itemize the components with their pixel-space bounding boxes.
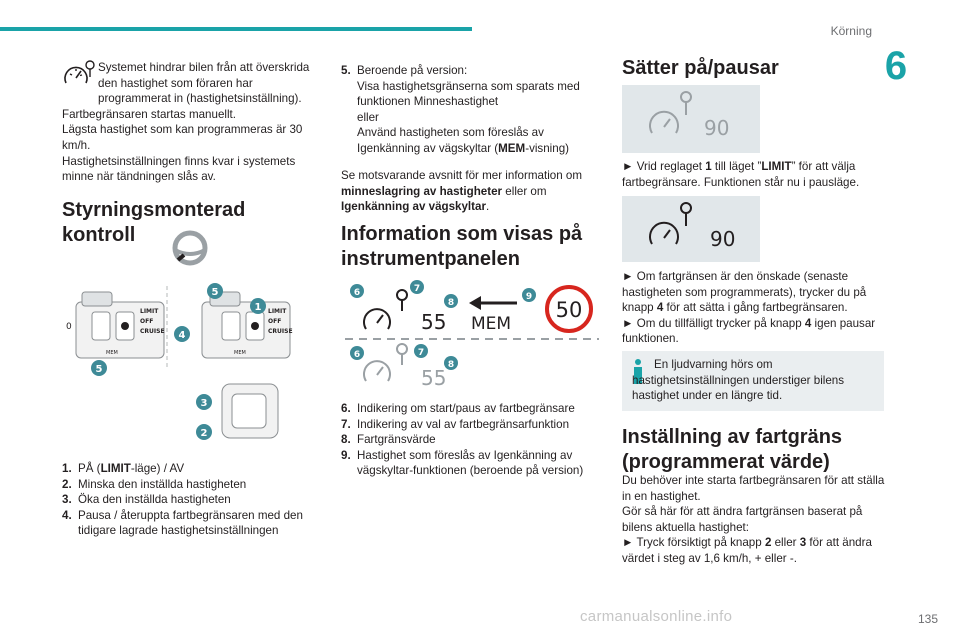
sign-value: 50 xyxy=(555,298,583,322)
item-5-line: Visa hastighetsgränserna som sparats med funktionen Minneshastighet xyxy=(357,79,580,109)
diagram-label-limit: LIMIT xyxy=(268,308,287,315)
gauge-value: 90 xyxy=(710,227,736,251)
intro-paragraph: Hastighetsinställningen finns kvar i systemets minne när tändningen slås av. xyxy=(62,154,296,184)
start-paragraph: ► Vrid reglaget 1 till läget ”LIMIT” för att välja fartbegränsare. Funktionen står nu i pausläge. xyxy=(622,160,860,189)
section-title: Körning xyxy=(830,24,872,38)
svg-text:5: 5 xyxy=(95,364,103,375)
heading-set-limit: Inställning av fartgräns (programmerat värde) xyxy=(622,426,843,473)
info-text: En ljudvarning hörs om hastighetsinställningen understiger bilens hastighet under en längre tid. xyxy=(632,358,845,403)
diagram-label-mem: MEM xyxy=(234,350,246,356)
diagram-label-limit: LIMIT xyxy=(140,308,159,315)
callout-8 xyxy=(444,356,458,370)
svg-text:8: 8 xyxy=(447,298,455,308)
callout-5 xyxy=(207,283,223,299)
callout-4 xyxy=(174,326,190,342)
control-list xyxy=(62,461,324,539)
paragraph: Du behöver inte starta fartbegränsaren för att ställa in en hastighet. xyxy=(622,474,885,503)
activate-paragraphs: ► Om fartgränsen är den önskade (senaste hastigheten som programmerats), trycker du på knapp 4 för att sätta i gång fartbegränsaren. ► Om du tillfälligt trycker på knapp 4 igen pausar funktionen. xyxy=(622,270,876,346)
svg-text:1: 1 xyxy=(254,302,262,313)
callout-7 xyxy=(410,280,424,294)
svg-text:5: 5 xyxy=(211,287,219,298)
speed-sign-icon xyxy=(547,287,591,331)
chapter-number: 6 xyxy=(884,44,908,88)
page-number: 135 xyxy=(917,612,938,626)
list-item: 2. Minska den inställda hastigheten xyxy=(62,477,247,491)
instrument-panel-illustration xyxy=(341,277,603,393)
callout-2 xyxy=(196,424,212,440)
speed-value-active: 55 xyxy=(421,310,447,334)
mem-label: MEM xyxy=(471,314,512,334)
diagram-label-off: OFF xyxy=(268,318,282,325)
callout-5 xyxy=(91,360,107,376)
header-accent-bar xyxy=(0,27,472,31)
svg-text:4: 4 xyxy=(178,330,186,341)
paragraph: ► Tryck försiktigt på knapp 2 eller 3 för att ändra värdet i steg av 1,6 km/h, + eller -. xyxy=(622,536,872,565)
item-5-line: Använd hastigheten som föreslås av Igenkänning av vägskyltar (MEM-visning) xyxy=(357,126,570,155)
list-item: 8. Fartgränsvärde xyxy=(341,433,436,447)
callout-8 xyxy=(444,294,458,308)
intro-paragraph: Systemet hindrar bilen från att överskrida den hastighet som föraren har programmerat in (hastighetsinställning). xyxy=(98,61,310,106)
watermark: carmanualsonline.info xyxy=(580,608,733,625)
speed-limiter-icon xyxy=(62,59,96,89)
set-limit-paragraphs xyxy=(622,473,888,567)
limiter-gauge-active-icon xyxy=(364,290,407,329)
item-5: 5. Beroende på version: Visa hastighetsgränserna som sparats med funktionen Minneshastighet eller Använd hastigheten som föreslås av Igenkänning av vägskyltar (MEM-visning) xyxy=(341,63,603,157)
callout-6 xyxy=(350,284,364,298)
diagram-label-off: OFF xyxy=(140,318,154,325)
arrow-left-icon xyxy=(469,296,517,310)
diagram-label-mem: MEM xyxy=(106,350,118,356)
svg-text:7: 7 xyxy=(417,348,425,358)
instrument-list xyxy=(341,401,603,479)
callout-3 xyxy=(196,394,212,410)
item-5-line: eller xyxy=(357,110,379,124)
heading-start-pause: Sätter på/pausar xyxy=(622,57,779,79)
svg-text:9: 9 xyxy=(525,292,533,302)
limiter-display-paused xyxy=(622,85,760,153)
intro-paragraph: Fartbegränsaren startas manuellt. xyxy=(62,107,236,121)
speed-value-paused: 55 xyxy=(421,366,447,390)
steering-control-diagram xyxy=(62,228,324,450)
callout-9 xyxy=(522,288,536,302)
svg-text:3: 3 xyxy=(200,398,208,409)
diagram-label-cruise: CRUISE xyxy=(140,328,165,335)
gauge-value: 90 xyxy=(704,116,730,140)
button-block xyxy=(222,384,278,438)
list-item: 9. Hastighet som föreslås av Igenkänning av vägskyltar-funktionen (beroende på version) xyxy=(341,448,584,478)
intro-paragraph: Lägsta hastighet som kan programmeras är 30 km/h. xyxy=(62,123,303,152)
limiter-display-active xyxy=(622,196,760,262)
list-item: 7. Indikering av val av fartbegränsarfunktion xyxy=(341,417,570,431)
heading-steering-control: Styrningsmonterad kontroll xyxy=(62,199,246,246)
svg-text:2: 2 xyxy=(200,428,208,439)
svg-text:7: 7 xyxy=(413,284,421,294)
callout-1 xyxy=(250,298,266,314)
diagram-label-neutral: 0 xyxy=(66,322,72,332)
list-item: 1. PÅ (LIMIT-läge) / AV xyxy=(62,462,185,475)
see-also-paragraph: Se motsvarande avsnitt för mer information om minneslagring av hastigheter eller om Igenkänning av vägskyltar. xyxy=(341,169,582,214)
svg-text:6: 6 xyxy=(353,350,361,360)
svg-text:6: 6 xyxy=(353,288,361,298)
list-item: 4. Pausa / återuppta fartbegränsaren med den tidigare lagrade hastighetsinställningen xyxy=(62,508,303,538)
svg-text:8: 8 xyxy=(447,360,455,370)
callout-7 xyxy=(414,344,428,358)
stalk-left xyxy=(66,292,165,358)
callout-6 xyxy=(350,346,364,360)
paragraph: Gör så här för att ändra fartgränsen baserat på bilens aktuella hastighet: xyxy=(622,505,863,534)
steering-wheel-icon xyxy=(175,233,205,263)
limiter-gauge-paused-icon xyxy=(364,344,407,381)
list-item: 3. Öka den inställda hastigheten xyxy=(62,493,231,507)
stalk-right xyxy=(202,292,293,358)
list-item: 6. Indikering om start/paus av fartbegränsare xyxy=(341,402,575,415)
heading-instrument-info: Information som visas på instrumentpanelen xyxy=(341,223,583,270)
intro-block xyxy=(62,59,324,185)
item-5-line: Beroende på version: xyxy=(357,64,468,77)
info-box xyxy=(622,351,884,411)
diagram-label-cruise: CRUISE xyxy=(268,328,293,335)
